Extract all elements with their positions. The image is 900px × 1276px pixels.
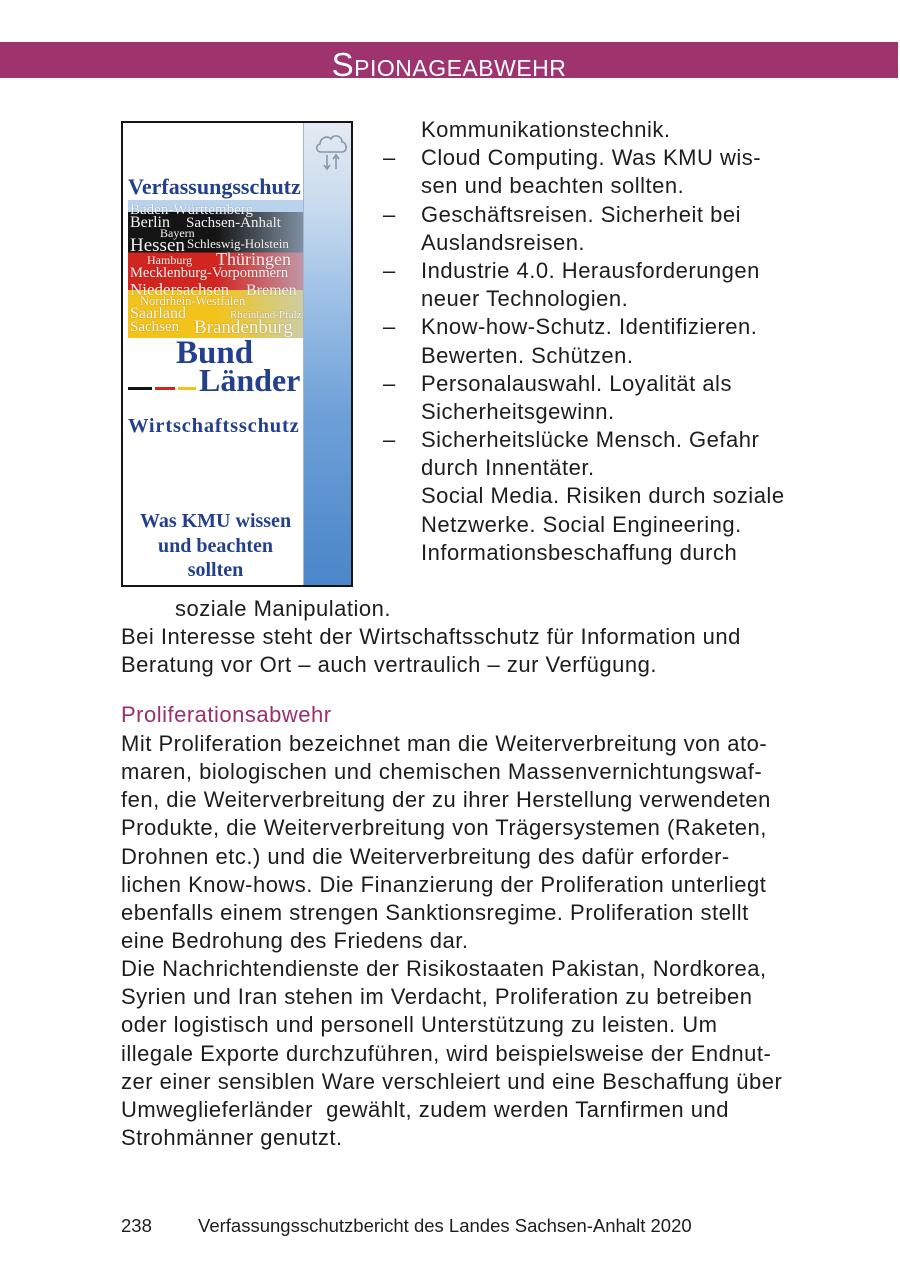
topic-line: Netzwerke. Social Engineering. (421, 511, 742, 537)
topic-line: neuer Technologien. (421, 286, 629, 312)
state-name: Thüringen (216, 249, 291, 269)
topic-line: Cloud Computing. Was KMU wis- (421, 145, 762, 171)
body-line: Produkte, die Weiterverbreitung von Trägersystemen (Raketen, (121, 815, 767, 841)
topic-line: durch Innentäter. (421, 455, 595, 481)
body-line: Beratung vor Ort – auch vertraulich – zur Verfügung. (121, 652, 657, 678)
laender-label: Länder (199, 362, 301, 398)
topic-line: Kommunikationstechnik. (421, 117, 671, 142)
topic-line: Sicherheitsgewinn. (421, 398, 615, 424)
topic-item (383, 144, 803, 172)
topic-continuation (383, 116, 803, 144)
state-name: Sachsen (130, 318, 180, 335)
section-header-bar (0, 42, 898, 83)
topic-item-continued (383, 454, 803, 482)
section-heading: Proliferationsabwehr (121, 702, 332, 727)
topic-line: Social Media. Risiken durch soziale (421, 483, 785, 509)
bullet-dash: – (383, 314, 396, 340)
bullet-dash: – (383, 201, 396, 227)
body-line: Umweglieferländer gewählt, zudem werden Tarnfirmen und (121, 1096, 729, 1122)
body-line: fen, die Weiterverbreitung der zu ihrer Herstellung verwendeten (121, 787, 771, 813)
bullet-dash: – (383, 257, 396, 283)
body-line: Bei Interesse steht der Wirtschaftsschutz für Information und (121, 624, 741, 650)
topic-line: Personalauswahl. Loyalität als (421, 370, 732, 396)
body-line: oder logistisch und personell Unterstützung zu leisten. Um (121, 1012, 718, 1038)
tricolor-line-red (155, 387, 175, 390)
topic-item (383, 426, 803, 454)
cloud-computing-icon (313, 130, 350, 172)
state-name: Nordrhein-Westfalen (140, 293, 246, 308)
body-line: Drohnen etc.) und die Weiterverbreitung des dafür erforder- (121, 843, 730, 869)
topic-item-continued (383, 229, 803, 257)
cloud-computing-side-title: Cloud Computing (487, 240, 528, 580)
topic-list (383, 116, 803, 567)
topic-item (383, 257, 803, 285)
states-collage (128, 200, 303, 338)
bullet-dash: – (383, 145, 396, 171)
topic-item-continued (383, 342, 803, 370)
state-name: Mecklenburg-Vorpommern (130, 264, 289, 281)
topic-line: sen und beachten sollten. (421, 173, 685, 199)
topic-item (383, 370, 803, 398)
cover-heading: Verfassungsschutz (128, 174, 301, 199)
topic-item-last (383, 511, 803, 539)
topic-item-last (383, 539, 803, 567)
body-line: Syrien und Iran stehen im Verdacht, Proliferation zu betreiben (121, 984, 753, 1010)
topic-line: Industrie 4.0. Herausforderungen (421, 257, 760, 283)
bund-label: Bund (176, 335, 254, 371)
state-name: Hamburg (147, 253, 193, 267)
topic-line: Informationsbeschaffung durch (421, 539, 738, 565)
topic-line: soziale Manipulation. (175, 596, 391, 621)
cover-tagline-line: Was KMU wissen (139, 510, 292, 532)
page-number: 238 (121, 1215, 152, 1236)
bullet-dash: – (383, 427, 396, 453)
tricolor-line-gold (178, 387, 196, 390)
state-name: Baden-Württemberg (130, 202, 254, 218)
state-name: Hessen (130, 234, 185, 256)
topic-item (383, 313, 803, 341)
topic-item-continued (383, 398, 803, 426)
body-line: zer einer sensiblen Ware verschleiert und eine Beschaffung über (121, 1068, 783, 1094)
body-line: Mit Proliferation bezeichnet man die Weiterverbreitung von ato- (121, 731, 768, 756)
body-line: eine Bedrohung des Friedens dar. (121, 927, 469, 953)
cover-tagline-line: sollten (187, 559, 244, 581)
interest-block (121, 595, 821, 680)
state-name: Bayern (160, 226, 195, 240)
body-line: maren, biologischen und chemischen Massenvernichtungswaf- (121, 759, 763, 785)
topic-line: Geschäftsreisen. Sicherheit bei (421, 201, 741, 227)
topic-line: Bewerten. Schützen. (421, 342, 634, 368)
state-name: Niedersachsen (130, 279, 230, 299)
state-name: Berlin (130, 214, 170, 231)
topic-line: Auslandsreisen. (421, 229, 586, 255)
cover-tagline-line: und beachten (157, 534, 274, 557)
section-title: Spionageabwehr (331, 46, 567, 83)
body-line: lichen Know-hows. Die Finanzierung der Proliferation unterliegt (121, 871, 767, 897)
state-name: Saarland (130, 305, 186, 322)
cover-tagline (128, 509, 303, 583)
tricolor-line-black (128, 387, 152, 390)
cover-subheading: Wirtschaftsschutz (128, 415, 300, 437)
topic-item (383, 201, 803, 229)
topic-line: Sicherheitslücke Mensch. Gefahr (421, 427, 760, 453)
footer-title: Verfassungsschutzbericht des Landes Sachsen-Anhalt 2020 (198, 1215, 692, 1236)
topic-item-continued (383, 285, 803, 313)
topic-item-continued (383, 172, 803, 200)
body-line: ebenfalls einem strengen Sanktionsregime. Proliferation stellt (121, 899, 749, 925)
bullet-dash: – (383, 370, 396, 396)
state-name: Schleswig-Holstein (187, 235, 289, 251)
state-name: Brandenburg (194, 316, 293, 338)
state-name: Sachsen-Anhalt (186, 214, 281, 231)
topic-item-last (383, 482, 803, 510)
topic-line: Know-how-Schutz. Identifizieren. (421, 314, 758, 340)
state-name: Rheinland-Pfalz (230, 308, 302, 321)
body-line: Die Nachrichtendienste der Risikostaaten Pakistan, Nordkorea, (121, 956, 767, 982)
proliferation-text (121, 730, 821, 1152)
body-line: Strohmänner genutzt. (121, 1124, 343, 1150)
body-line: illegale Exporte durchzuführen, wird beispielsweise der Endnut- (121, 1040, 772, 1066)
state-name: Bremen (246, 282, 297, 299)
